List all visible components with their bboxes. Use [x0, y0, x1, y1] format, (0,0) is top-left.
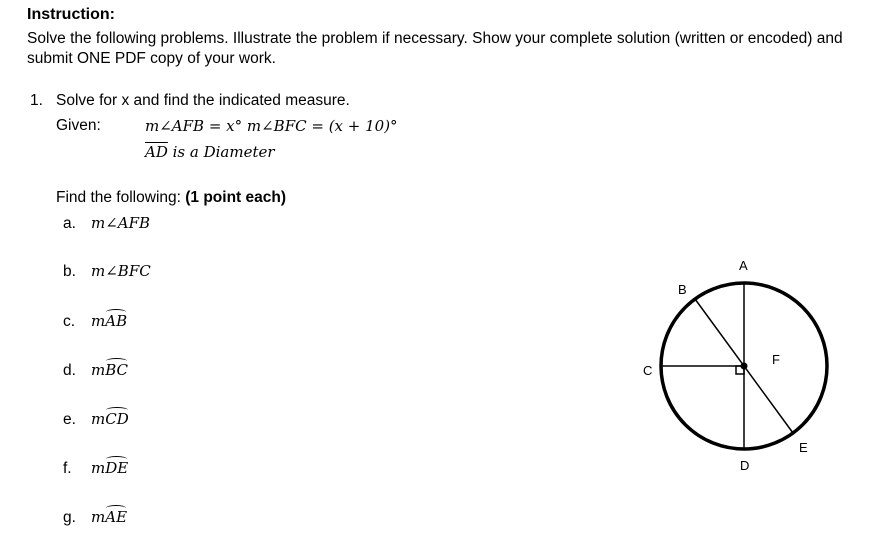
arc-name: AB — [105, 312, 128, 330]
find-item-label: b. — [63, 263, 76, 280]
find-item-label: c. — [63, 313, 76, 330]
measure-prefix: m — [91, 410, 106, 428]
measure-prefix: m — [91, 361, 106, 379]
arc-name: AE — [105, 508, 128, 526]
problem-number: 1. — [30, 92, 43, 109]
diameter-text: is a Diameter — [167, 143, 275, 161]
instruction-title: Instruction: — [27, 6, 115, 23]
instruction-text: Solve the following problems. Illustrate the problem if necessary. Show your complete solution (written or encoded) and submit ONE PDF copy of your work. — [27, 30, 843, 67]
measure-prefix: m — [91, 312, 106, 330]
diameter-segment: $\overline{AD}$ — [145, 143, 168, 161]
measure-prefix: m — [91, 459, 106, 477]
center-point-f — [741, 363, 748, 370]
point-label-c: C — [643, 363, 653, 378]
point-label-f: F — [772, 352, 780, 367]
find-item-label: a. — [63, 215, 76, 232]
measure-prefix: m∠ — [91, 262, 118, 280]
angle-name: BFC — [117, 262, 151, 280]
find-item-label: g. — [63, 509, 76, 526]
find-item-label: f. — [63, 460, 72, 477]
problem-text: Solve for x and find the indicated measure. — [56, 92, 350, 109]
point-label-e: E — [799, 440, 808, 455]
given-label: Given: — [56, 117, 101, 134]
find-points: (1 point each) — [185, 189, 287, 206]
measure-prefix: m — [91, 508, 106, 526]
find-item-label: d. — [63, 362, 76, 379]
measure-prefix: m∠ — [91, 214, 118, 232]
arc-name: CD — [105, 410, 129, 428]
arc-name: DE — [105, 459, 129, 477]
angle-name: AFB — [117, 214, 151, 232]
find-item-label: e. — [63, 411, 76, 428]
given-angle-equations: m∠AFB = x° m∠BFC = (x + 10)° — [145, 117, 398, 135]
arc-name: BC — [105, 361, 129, 379]
point-label-a: A — [739, 258, 748, 273]
point-label-d: D — [740, 458, 750, 473]
point-label-b: B — [678, 282, 687, 297]
find-label: Find the following: — [56, 189, 186, 206]
